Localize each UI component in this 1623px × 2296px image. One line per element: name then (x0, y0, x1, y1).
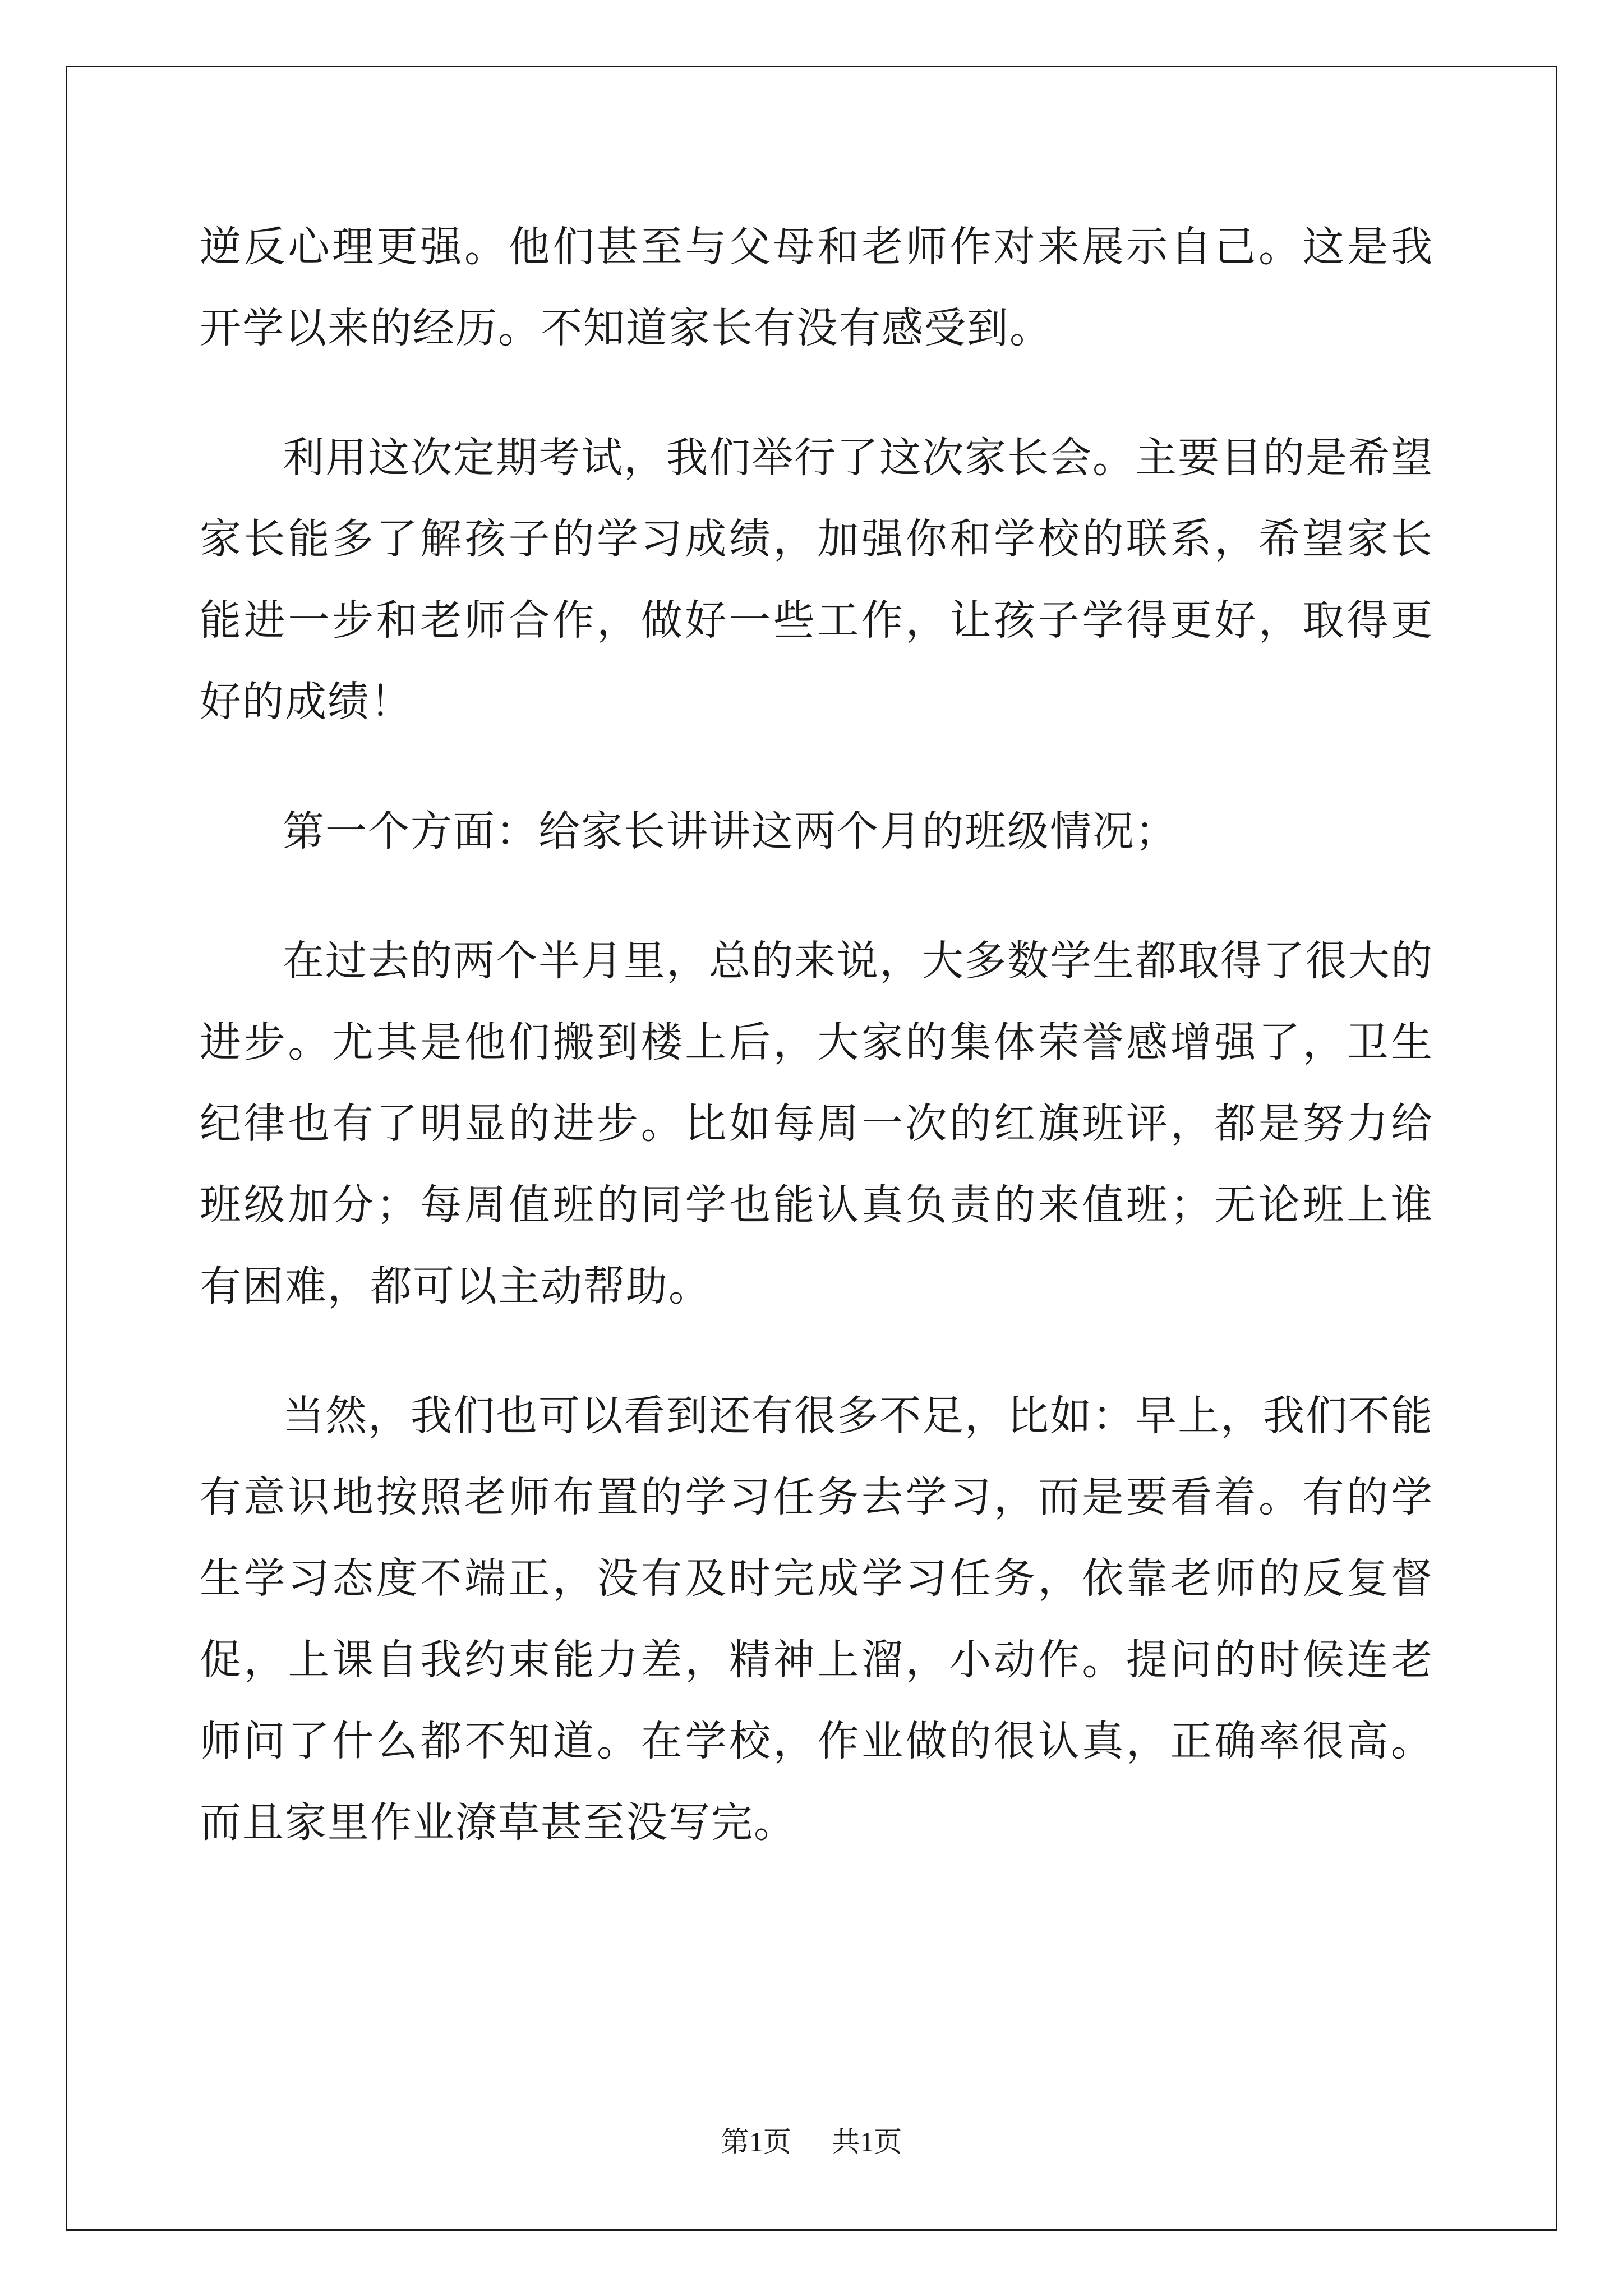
paragraph-5: 当然，我们也可以看到还有很多不足，比如：早上，我们不能有意识地按照老师布置的学习任务去学习，而是要看着。有的学生学习态度不端正，没有及时完成学习任务，依靠老师的反复督促，上课自我约束能力差，精神上溜，小动作。提问的时候连老师问了什么都不知道。在学校，作业做的很认真，正确率很高。而且家里作业潦草甚至没写完。 (200, 1392, 1433, 1847)
paragraph-4: 在过去的两个半月里，总的来说，大多数学生都取得了很大的进步。尤其是他们搬到楼上后，大家的集体荣誉感增强了，卫生纪律也有了明显的进步。比如每周一次的红旗班评，都是努力给班级加分；每周值班的同学也能认真负责的来值班；无论班上谁有困难，都可以主动帮助。 (200, 937, 1433, 1310)
paragraph-1: 逆反心理更强。他们甚至与父母和老师作对来展示自己。这是我开学以来的经历。不知道家长有没有感受到。 (200, 223, 1433, 352)
document-body (200, 206, 1433, 1912)
page-footer (0, 2125, 1623, 2159)
page-number: 第1页 (721, 2126, 791, 2157)
paragraph-3: 第一个方面：给家长讲讲这两个月的班级情况； (283, 807, 1178, 855)
page-total: 共1页 (832, 2126, 902, 2157)
paragraph-2: 利用这次定期考试，我们举行了这次家长会。主要目的是希望家长能多了解孩子的学习成绩，加强你和学校的联系，希望家长能进一步和老师合作，做好一些工作，让孩子学得更好，取得更好的成绩！ (200, 434, 1433, 726)
